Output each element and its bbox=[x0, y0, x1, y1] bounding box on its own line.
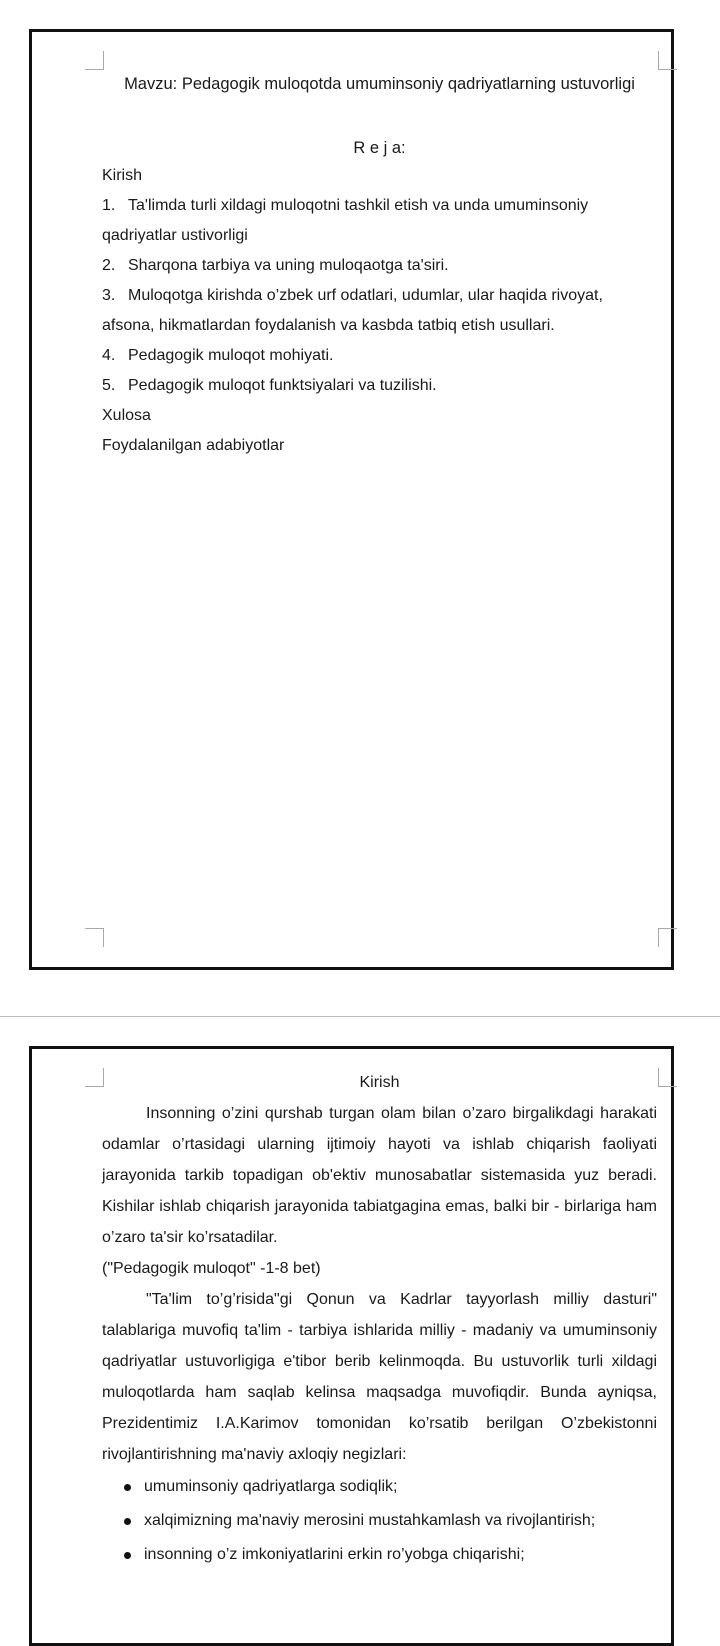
plan-item-number: 4. bbox=[102, 347, 116, 364]
paragraph-1: Insonning o’zini qurshab turgan olam bilan o’zaro birgalikdagi harakati odamlar o’rtasidagi ularning ijtimoiy hayoti va ishlab chiqarish faoliyati jarayonida tarkib topadigan ob'ektiv munosabatlar sistemasida yuz beradi. Kishilar ishlab chiqarish jarayonida tabiatgagina emas, balki bir - birlariga ham o’zaro ta'sir ko’rsatadilar. bbox=[102, 1105, 657, 1246]
page-1-content bbox=[102, 69, 657, 461]
bullet-item-2: xalqimizning ma'naviy merosini mustahkamlash va rivojlantirish; bbox=[102, 1504, 657, 1538]
plan-item-4 bbox=[102, 341, 657, 371]
crop-mark-top-right bbox=[658, 51, 677, 70]
crop-mark-bottom-left bbox=[85, 928, 104, 947]
plan-heading: R e j a: bbox=[353, 139, 406, 157]
bullet-item-3: insonning o’z imkoniyatlarini erkin ro’yobga chiqarishi; bbox=[102, 1538, 657, 1572]
plan-item-2 bbox=[102, 251, 657, 281]
plan-item-number: 3. bbox=[102, 287, 116, 304]
crop-mark-bottom-right bbox=[658, 928, 677, 947]
page-divider bbox=[0, 1016, 720, 1017]
plan-item-text: Ta'limda turli xildagi muloqotni tashkil etish va unda umuminsoniy bbox=[128, 197, 589, 214]
plan-item-number: 1. bbox=[102, 197, 116, 214]
plan-intro: Kirish bbox=[102, 167, 143, 184]
plan-item-1 bbox=[102, 191, 657, 221]
bullet-item-1: umuminsoniy qadriyatlarga sodiqlik; bbox=[102, 1470, 657, 1504]
plan-item-text: Pedagogik muloqot funktsiyalari va tuzilishi. bbox=[128, 377, 437, 394]
document-page-1 bbox=[29, 29, 674, 970]
plan-conclusion: Xulosa bbox=[102, 407, 151, 424]
plan-item-3-continuation: afsona, hikmatlardan foydalanish va kasbda tatbiq etish usullari. bbox=[102, 317, 555, 334]
plan-item-text: Muloqotga kirishda o’zbek urf odatlari, udumlar, ular haqida rivoyat, bbox=[128, 287, 603, 304]
plan-item-text: Pedagogik muloqot mohiyati. bbox=[128, 347, 334, 364]
plan-item-number: 5. bbox=[102, 377, 116, 394]
citation: ("Pedagogik muloqot" -1-8 bet) bbox=[102, 1260, 321, 1277]
plan-item-5 bbox=[102, 371, 657, 401]
plan-references: Foydalanilgan adabiyotlar bbox=[102, 437, 285, 454]
section-heading: Kirish bbox=[359, 1074, 400, 1091]
document-page-2 bbox=[29, 1046, 674, 1646]
document-title: Mavzu: Pedagogik muloqotda umuminsoniy qadriyatlarning ustuvorligi bbox=[124, 75, 635, 93]
bullet-list bbox=[102, 1470, 657, 1572]
page-2-content bbox=[102, 1068, 657, 1572]
plan-item-1-continuation: qadriyatlar ustivorligi bbox=[102, 227, 248, 244]
paragraph-2: "Ta'lim to’g’risida"gi Qonun va Kadrlar tayyorlash milliy dasturi" talablariga muvofiq ta'lim - tarbiya ishlarida milliy - madaniy va umuminsoniy qadriyatlar ustuvorligiga e'tibor berib kelinmoqda. Bu ustuvorlik turli xildagi muloqotlarda ham saqlab kelinsa maqsadga muvofiqdir. Bunda ayniqsa, Prezidentimiz I.A.Karimov tomonidan ko’rsatib berilgan O’zbekistonni rivojlantirishning ma'naviy axloqiy negizlari: bbox=[102, 1291, 657, 1463]
plan-item-number: 2. bbox=[102, 257, 116, 274]
plan-item-text: Sharqona tarbiya va uning muloqaotga ta'siri. bbox=[128, 257, 449, 274]
crop-mark-top-right bbox=[658, 1068, 677, 1087]
plan-item-3 bbox=[102, 281, 657, 311]
crop-mark-top-left bbox=[85, 51, 104, 70]
